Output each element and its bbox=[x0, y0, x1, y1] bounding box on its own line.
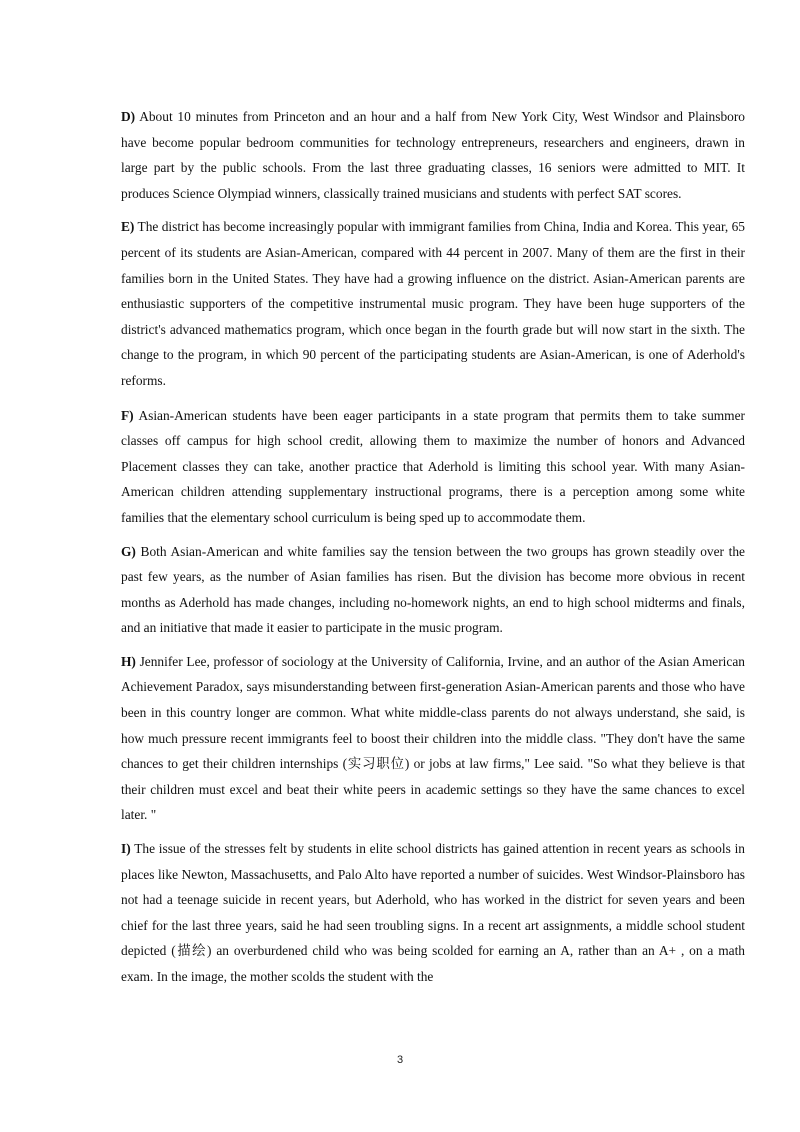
paragraph-text: Both Asian-American and white families say the tension between the two groups has grown steadily over the past few years, as the number of Asian families has risen. But the division has become more obvious in recent months as Aderhold has made changes, including no-homework nights, an end to high school midterms and finals, and an initiative that made it easier to participate in the music program. bbox=[121, 543, 745, 636]
paragraph-letter: I) bbox=[121, 841, 131, 857]
paragraph-f bbox=[121, 403, 745, 531]
paragraph-text: The issue of the stresses felt by students in elite school districts has gained attention in recent years as schools in places like Newton, Massachusetts, and Palo Alto have reported a number of suicides. West Windsor-Plainsboro has not had a teenage suicide in recent years, but Aderhold, who has worked in the district for seven years and been chief for the last three years, said he had seen troubling signs. In a recent art assignments, a middle school student depicted (描绘) an overburdened child who was being scolded for earning an A, rather than an A+ , on a math exam. In the image, the mother scolds the student with the bbox=[121, 841, 745, 984]
paragraph-g bbox=[121, 539, 745, 641]
paragraph-h bbox=[121, 649, 745, 828]
paragraph-letter: D) bbox=[121, 109, 136, 124]
document-body bbox=[121, 104, 745, 998]
paragraph-text: About 10 minutes from Princeton and an hour and a half from New York City, West Windsor and Plainsboro have become popular bedroom communities for technology entrepreneurs, researchers and engineers, drawn in large part by the public schools. From the last three graduating classes, 16 seniors were admitted to MIT. It produces Science Olympiad winners, classically trained musicians and students with perfect SAT scores. bbox=[121, 109, 746, 201]
paragraph-letter: F) bbox=[121, 407, 134, 423]
paragraph-d bbox=[121, 104, 745, 206]
paragraph-i bbox=[121, 836, 745, 990]
paragraph-text: Asian-American students have been eager participants in a state program that permits them to take summer classes off campus for high school credit, allowing them to maximize the number of honors and Advanced Placement classes they can take, another practice that Aderhold is limiting this school year. With many Asian-American children attending supplementary instructional programs, there is a perception among some white families that the elementary school curriculum is being sped up to accommodate them. bbox=[121, 407, 745, 525]
paragraph-letter: H) bbox=[121, 653, 136, 669]
paragraph-text: The district has become increasingly popular with immigrant families from China, India and Korea. This year, 65 percent of its students are Asian-American, compared with 44 percent in 2007. Many of them are the first in their families born in the United States. They have had a growing influence on the district. Asian-American parents are enthusiastic supporters of the competitive instrumental music program. They have been huge supporters of the district's advanced mathematics program, which once began in the fourth grade but will now start in the sixth. The change to the program, in which 90 percent of the participating students are Asian-American, is one of Aderhold's reforms. bbox=[121, 219, 745, 388]
paragraph-letter: E) bbox=[121, 219, 135, 235]
page-number: 3 bbox=[396, 1054, 404, 1066]
paragraph-text: Jennifer Lee, professor of sociology at the University of California, Irvine, and an author of the Asian American Achievement Paradox, says misunderstanding between first-generation Asian-American parents and those who have been in this country longer are common. What white middle-class parents do not always understand, she said, is how much pressure recent immigrants feel to boost their children into the middle class. "They don't have the same chances to get their children internships (实习职位) or jobs at law firms," Lee said. "So what they believe is that their children must excel and beat their white peers in academic settings so they have the same chances to excel later. " bbox=[121, 653, 745, 823]
paragraph-letter: G) bbox=[121, 543, 136, 559]
paragraph-e bbox=[121, 214, 745, 393]
